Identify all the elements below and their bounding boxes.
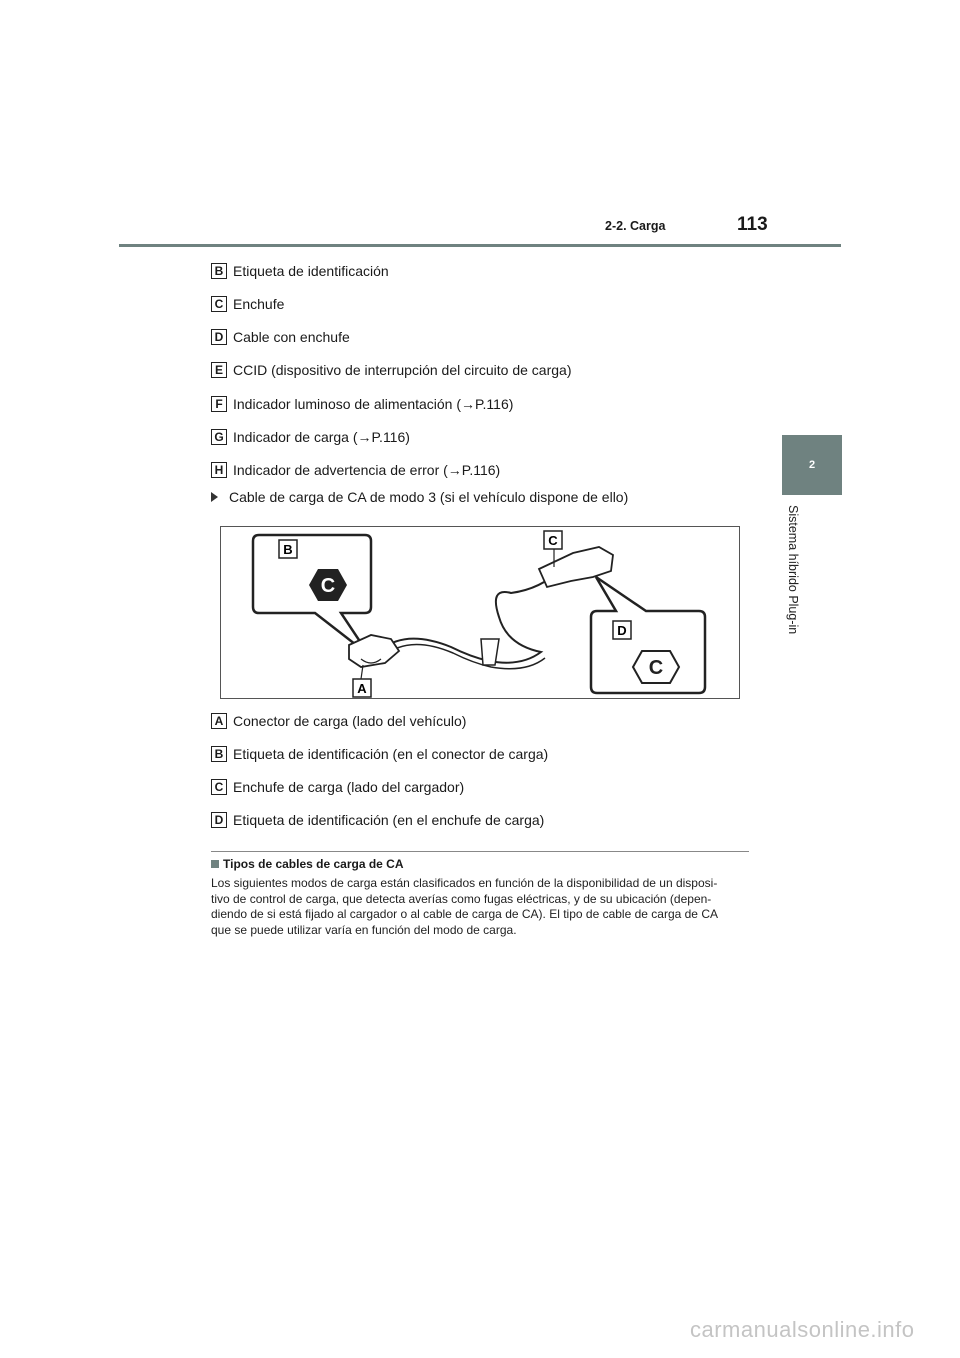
list-item — [211, 428, 410, 446]
chapter-tab — [782, 435, 842, 495]
label-a: A — [357, 681, 367, 696]
letter-badge: D — [211, 812, 227, 828]
chapter-label: Sistema híbrido Plug-in — [786, 505, 800, 635]
letter-badge: F — [211, 396, 227, 412]
chapter-number: 2 — [808, 459, 816, 471]
header-divider — [119, 244, 841, 247]
list-item — [211, 745, 548, 763]
arrow-item — [211, 489, 628, 505]
list-item — [211, 262, 389, 280]
cable-drawing — [221, 527, 741, 700]
list-item — [211, 395, 513, 413]
cable-line-outer — [379, 644, 545, 668]
callout-left — [253, 535, 371, 655]
letter-badge: B — [211, 746, 227, 762]
letter-badge: C — [211, 779, 227, 795]
cable-illustration — [220, 526, 740, 699]
list-item-text: Etiqueta de identificación — [233, 263, 389, 279]
list-item — [211, 811, 544, 829]
section-paragraph — [211, 876, 751, 938]
list-item-text: Indicador de carga (→P.116) — [233, 429, 410, 445]
list-item-text: CCID (dispositivo de interrupción del circuito de carga) — [233, 362, 572, 378]
letter-badge: B — [211, 263, 227, 279]
list-item — [211, 712, 466, 730]
list-item-text: Indicador luminoso de alimentación (→P.116) — [233, 396, 514, 412]
paragraph-line: tivo de control de carga, que detecta averías como fugas eléctricas, y de su ubicación (depen- — [211, 891, 712, 906]
list-item — [211, 361, 571, 379]
list-item — [211, 328, 350, 346]
list-item-text: Enchufe de carga (lado del cargador) — [233, 779, 465, 795]
section-heading: 2-2. Carga — [605, 219, 666, 233]
label-d: D — [617, 623, 627, 638]
paragraph-line: Los siguientes modos de carga están clasificados en función de la disponibilidad de un disposi- — [211, 876, 718, 890]
page-number: 113 — [737, 214, 768, 235]
letter-badge: D — [211, 329, 227, 345]
cable-line — [376, 569, 561, 663]
letter-badge: G — [211, 429, 227, 445]
label-b: B — [283, 542, 293, 557]
letter-badge: E — [211, 362, 227, 378]
section-title-text: Tipos de cables de carga de CA — [223, 857, 404, 871]
paragraph-line: que se puede utilizar varía en función del modo de carga. — [211, 922, 517, 937]
list-item-text: Enchufe — [233, 296, 285, 312]
list-item-text: Indicador de advertencia de error (→P.116) — [233, 462, 501, 478]
list-item — [211, 461, 500, 479]
label-c: C — [548, 533, 558, 548]
ccid-box — [481, 639, 499, 665]
list-item-text: Conector de carga (lado del vehículo) — [233, 713, 467, 729]
list-item-text: Cable con enchufe — [233, 329, 350, 345]
letter-badge: C — [211, 296, 227, 312]
list-item-text: Etiqueta de identificación (en el conector de carga) — [233, 746, 549, 762]
square-bullet-icon — [211, 860, 219, 868]
list-item — [211, 295, 284, 313]
letter-badge: A — [211, 713, 227, 729]
arrow-item-text: Cable de carga de CA de modo 3 (si el vehículo dispone de ello) — [229, 489, 629, 505]
section-divider — [211, 851, 749, 852]
hex-label-right: C — [648, 657, 664, 679]
paragraph-line: diendo de si está fijado al cargador o al cable de carga de CA). El tipo de cable de carga de CA — [211, 907, 718, 921]
hex-label-left: C — [320, 575, 336, 597]
watermark: carmanualsonline.info — [690, 1317, 915, 1342]
section-title — [211, 857, 404, 871]
letter-badge: H — [211, 462, 227, 478]
list-item — [211, 778, 464, 796]
list-item-text: Etiqueta de identificación (en el enchufe de carga) — [233, 812, 545, 828]
triangle-bullet-icon — [211, 492, 218, 502]
